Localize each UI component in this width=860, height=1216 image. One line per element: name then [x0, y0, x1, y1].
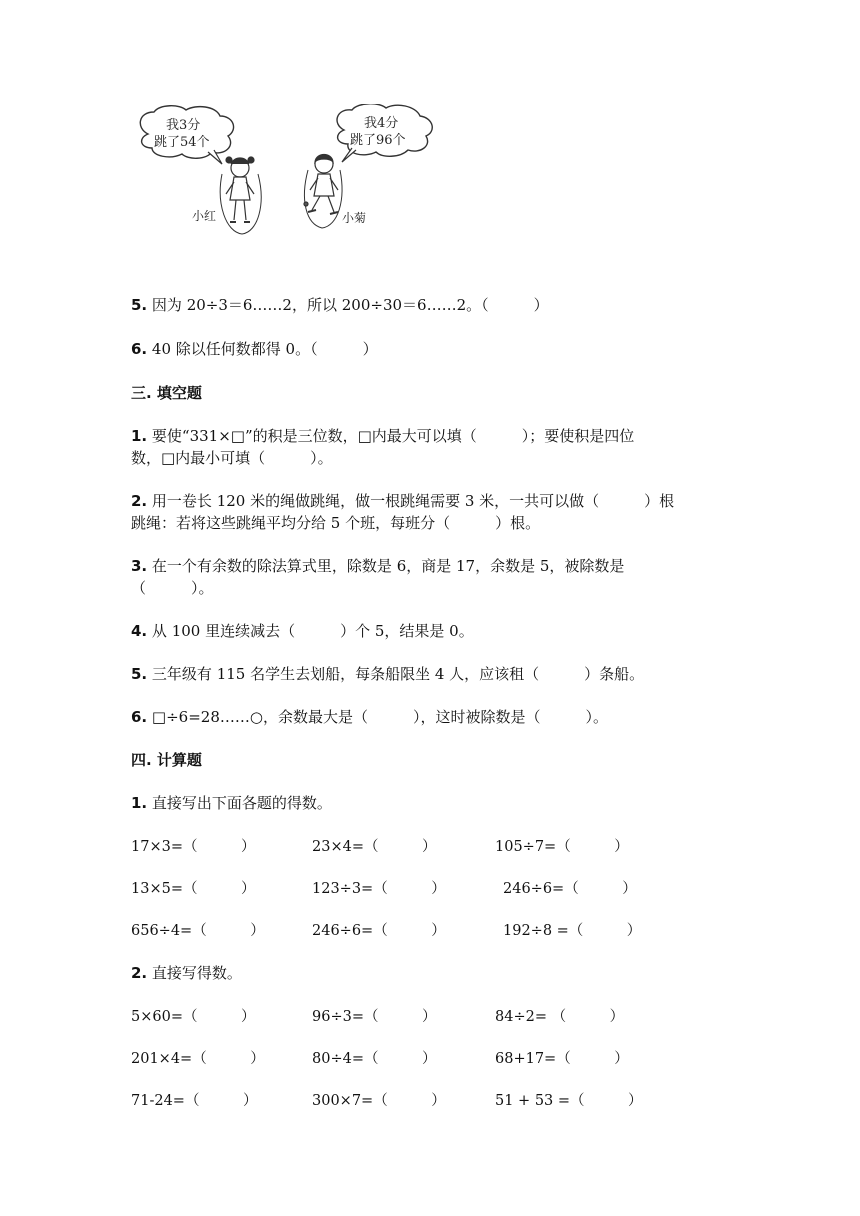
- jump-rope-illustration: [130, 104, 450, 244]
- judge-item-text: 40 除以任何数都得 0。（ ）: [151, 340, 378, 358]
- fill-item-number: 2.: [131, 492, 148, 510]
- fill-item-text: 要使“331×□”的积是三位数，□内最大可以填（ ）；要使积是四位: [151, 427, 635, 445]
- calc-q1-r3-c3: 192÷8 =（ ）: [503, 923, 642, 939]
- calc-question-number: 1.: [131, 794, 148, 812]
- fill-item-2-line-1: [131, 490, 674, 511]
- section-title-fill-in: 三. 填空题: [131, 384, 202, 402]
- calc-q1-r2-c1: 13×5=（ ）: [131, 881, 256, 897]
- calc-q2-r2-c2: 80÷4=（ ）: [312, 1051, 437, 1067]
- calc-question-1: [131, 792, 332, 813]
- calc-q1-r2-c3: 246÷6=（ ）: [503, 881, 637, 897]
- fill-item-text: 三年级有 115 名学生去划船，每条船限坐 4 人，应该租（ ）条船。: [151, 665, 645, 683]
- right-girl-figure: [304, 155, 342, 229]
- fill-item-text: 在一个有余数的除法算式里，除数是 6，商是 17，余数是 5，被除数是: [151, 557, 625, 575]
- fill-item-text: 从 100 里连续减去（ ）个 5，结果是 0。: [151, 622, 474, 640]
- calc-question-2: [131, 962, 242, 983]
- fill-item-6: [131, 706, 608, 727]
- judge-item-6: [131, 338, 378, 359]
- fill-item-number: 4.: [131, 622, 148, 640]
- fill-item-4: [131, 620, 474, 641]
- fill-item-2-line-2: 跳绳：若将这些跳绳平均分给 5 个班，每班分（ ）根。: [131, 514, 541, 532]
- right-bubble-line-1: 我4分: [364, 116, 399, 131]
- left-girl-figure: [220, 157, 261, 234]
- fill-item-number: 6.: [131, 708, 148, 726]
- calc-q1-r3-c2: 246÷6=（ ）: [312, 923, 446, 939]
- calc-q1-r1-c2: 23×4=（ ）: [312, 839, 437, 855]
- calc-q1-r3-c1: 656÷4=（ ）: [131, 923, 265, 939]
- calc-q1-r1-c3: 105÷7=（ ）: [495, 839, 629, 855]
- judge-item-number: 5.: [131, 296, 148, 314]
- left-bubble-line-2: 跳了54个: [154, 135, 210, 150]
- fill-item-1-line-2: 数，□内最小可填（ ）。: [131, 449, 333, 467]
- section-title-calculation: 四. 计算题: [131, 751, 202, 769]
- calc-q2-r2-c1: 201×4=（ ）: [131, 1051, 265, 1067]
- calc-q2-r1-c3: 84÷2= （ ）: [495, 1009, 625, 1025]
- left-girl-name: 小红: [192, 209, 217, 223]
- calc-q2-r3-c3: 51 + 53 =（ ）: [495, 1093, 643, 1109]
- calc-question-text: 直接写出下面各题的得数。: [151, 794, 332, 812]
- calc-q2-r3-c2: 300×7=（ ）: [312, 1093, 446, 1109]
- fill-item-text: □÷6=28……○，余数最大是（ ），这时被除数是（ ）。: [151, 708, 608, 726]
- calc-q1-r2-c2: 123÷3=（ ）: [312, 881, 446, 897]
- fill-item-3-line-2: （ ）。: [131, 579, 214, 597]
- right-bubble-line-2: 跳了96个: [350, 133, 406, 148]
- calc-q1-r1-c1: 17×3=（ ）: [131, 839, 256, 855]
- fill-item-1-line-1: [131, 425, 634, 446]
- calc-q2-r3-c1: 71-24=（ ）: [131, 1093, 258, 1109]
- fill-item-3-line-1: [131, 555, 624, 576]
- calc-q2-r1-c2: 96÷3=（ ）: [312, 1009, 437, 1025]
- fill-item-number: 1.: [131, 427, 148, 445]
- calc-question-number: 2.: [131, 964, 148, 982]
- right-girl-name: 小菊: [342, 211, 367, 225]
- judge-item-number: 6.: [131, 340, 148, 358]
- left-bubble-line-1: 我3分: [166, 118, 201, 133]
- judge-item-5: [131, 294, 549, 315]
- calc-question-text: 直接写得数。: [151, 964, 242, 982]
- fill-item-text: 用一卷长 120 米的绳做跳绳，做一根跳绳需要 3 米，一共可以做（ ）根: [151, 492, 675, 510]
- judge-item-text: 因为 20÷3＝6……2，所以 200÷30＝6……2。（ ）: [151, 296, 549, 314]
- fill-item-number: 5.: [131, 665, 148, 683]
- calc-q2-r1-c1: 5×60=（ ）: [131, 1009, 256, 1025]
- fill-item-5: [131, 663, 644, 684]
- fill-item-number: 3.: [131, 557, 148, 575]
- calc-q2-r2-c3: 68+17=（ ）: [495, 1051, 629, 1067]
